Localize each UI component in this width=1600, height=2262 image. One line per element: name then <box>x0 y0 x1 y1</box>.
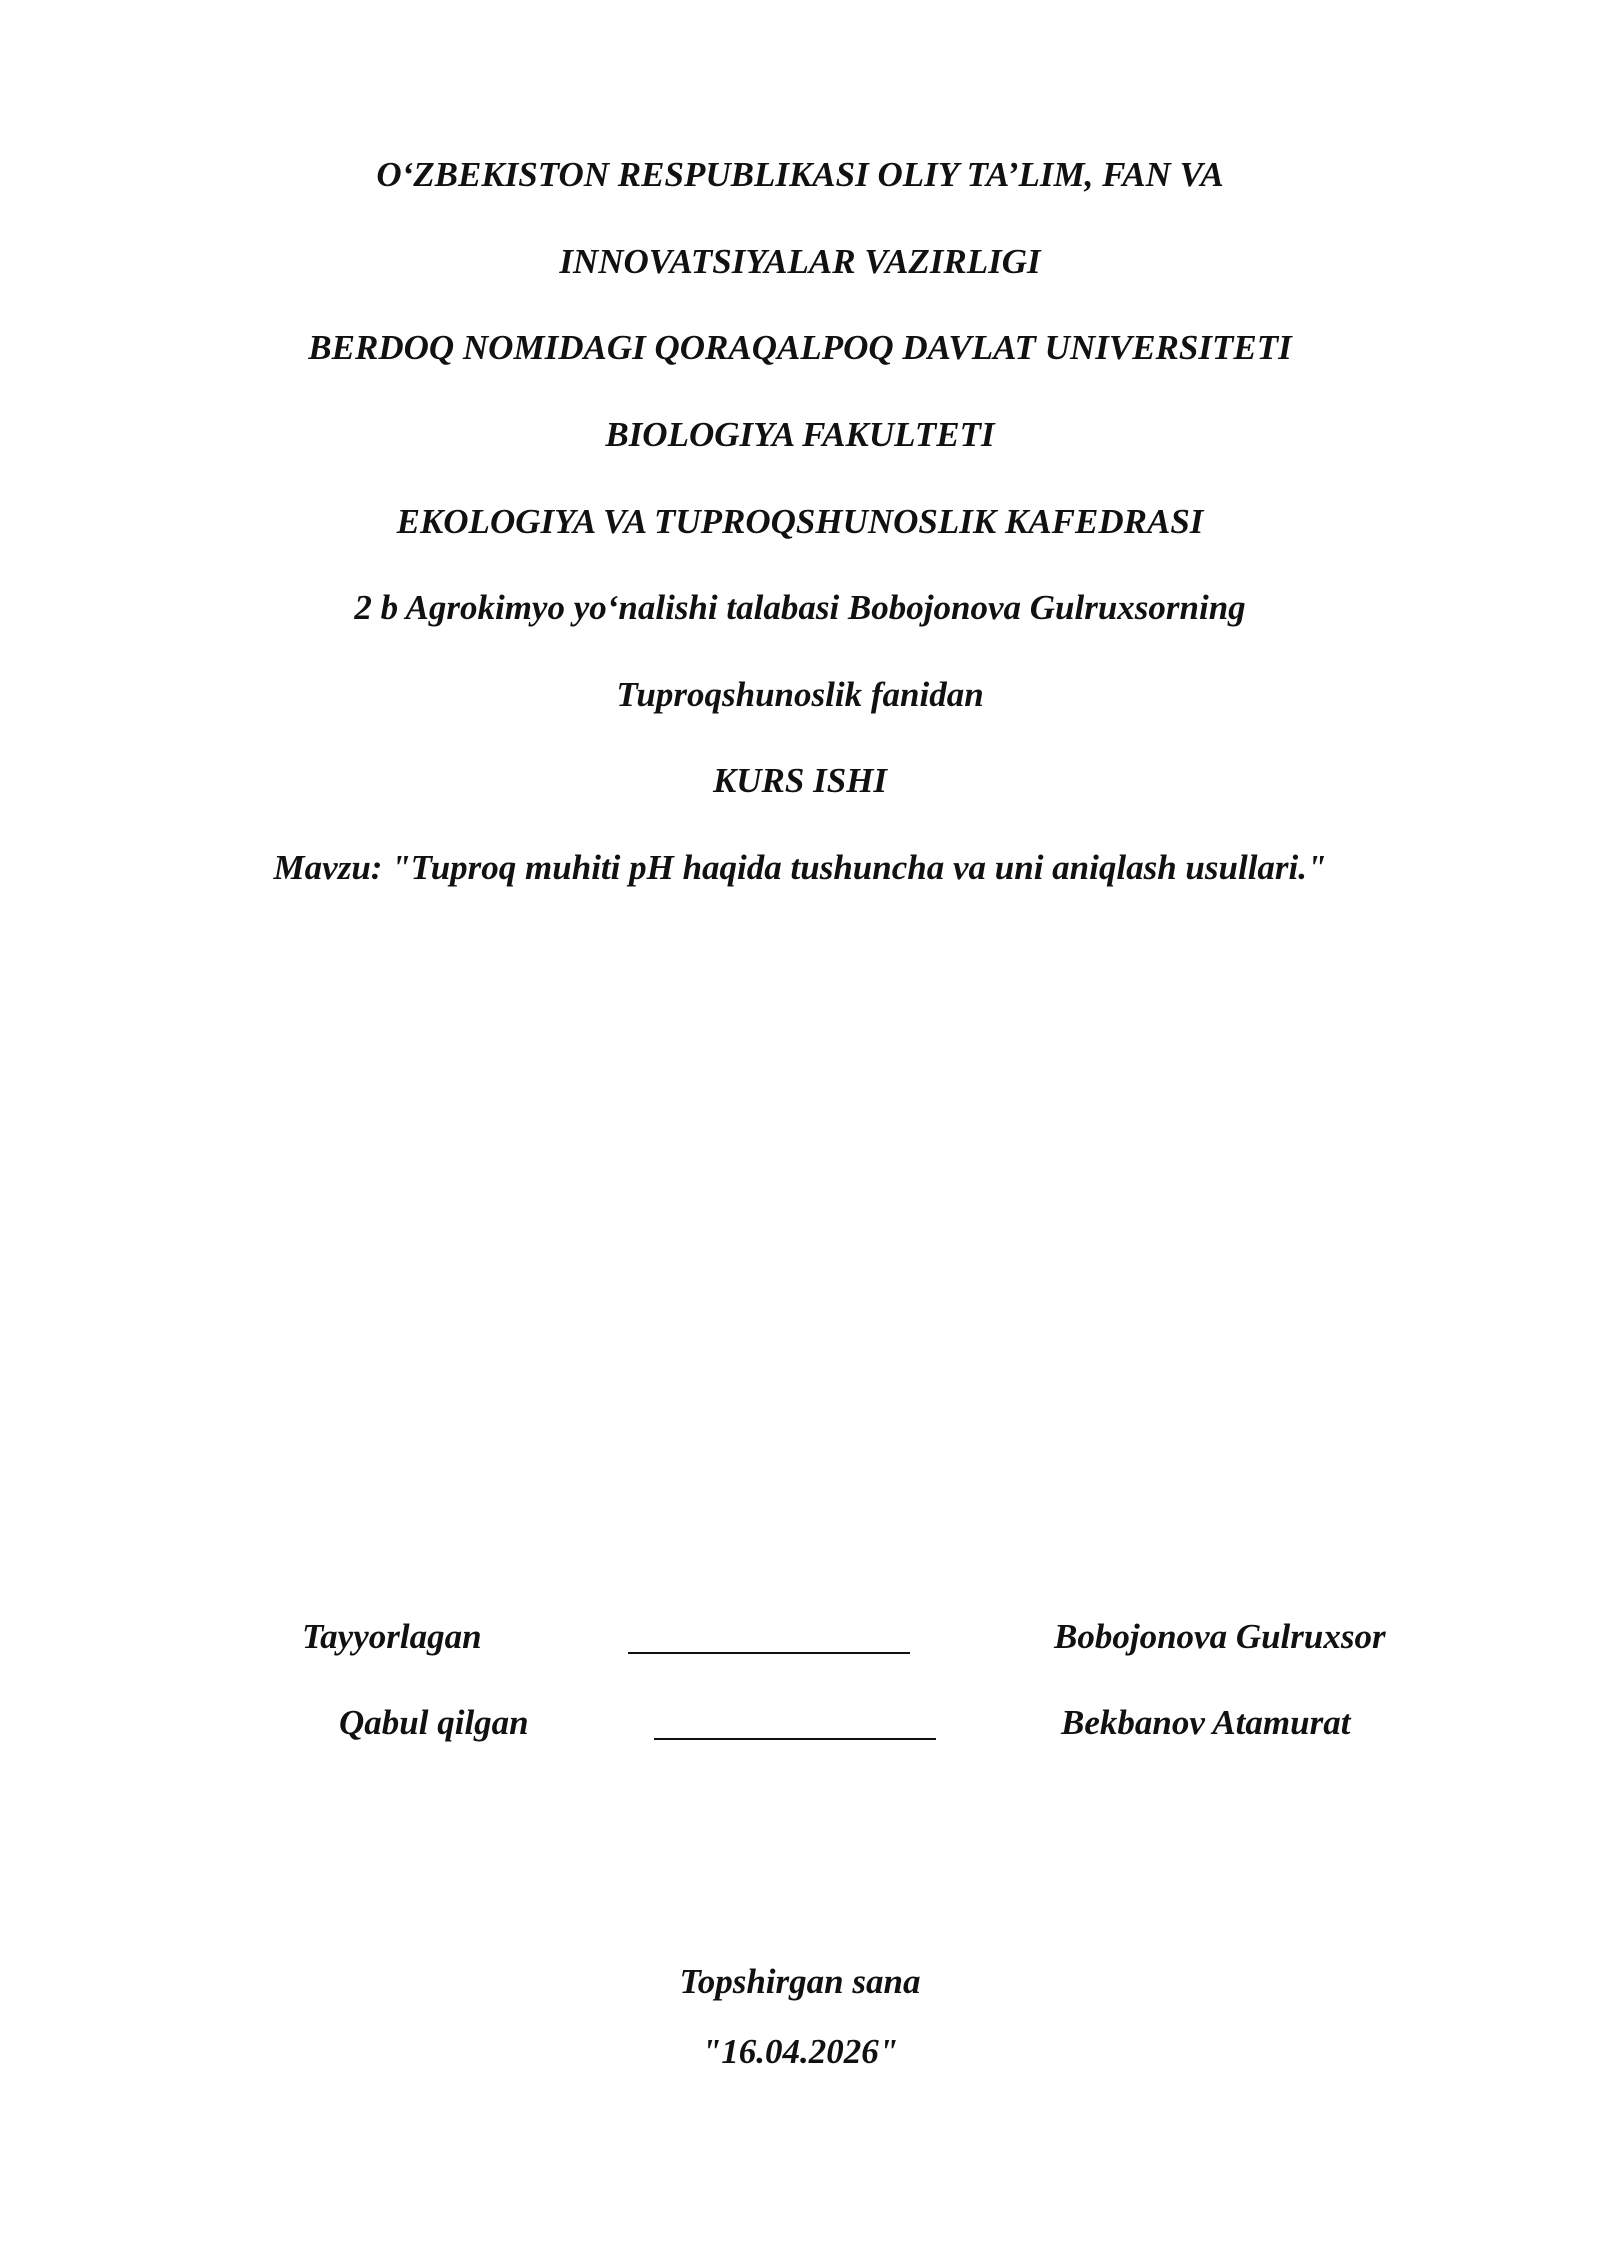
subject-line: Tuproqshunoslik fanidan <box>616 675 984 714</box>
ministry-title-line1: O‘ZBEKISTON RESPUBLIKASI OLIY TA’LIM, FAN VA <box>376 155 1224 194</box>
ministry-title-line2: INNOVATSIYALAR VAZIRLIGI <box>559 242 1041 281</box>
prepared-label: Tayyorlagan <box>302 1617 482 1656</box>
faculty-name: BIOLOGIYA FAKULTETI <box>605 415 995 454</box>
university-name: BERDOQ NOMIDAGI QORAQALPOQ DAVLAT UNIVERSITETI <box>308 328 1292 367</box>
topic-line: Mavzu: "Tuproq muhiti pH haqida tushuncha va uni aniqlash usullari." <box>273 848 1327 887</box>
submission-date: "16.04.2026" <box>701 2032 899 2071</box>
student-line: 2 b Agrokimyo yo‘nalishi talabasi Bobojonova Gulruxsorning <box>354 588 1246 627</box>
submission-label: Topshirgan sana <box>679 1962 921 2001</box>
accepted-name: Bekbanov Atamurat <box>1061 1703 1351 1742</box>
prepared-signature-line <box>628 1652 910 1654</box>
prepared-name: Bobojonova Gulruxsor <box>1054 1617 1386 1656</box>
accepted-signature-line <box>654 1738 936 1740</box>
work-type: KURS ISHI <box>712 761 888 800</box>
department-name: EKOLOGIYA VA TUPROQSHUNOSLIK KAFEDRASI <box>396 502 1204 541</box>
accepted-label: Qabul qilgan <box>339 1703 529 1742</box>
